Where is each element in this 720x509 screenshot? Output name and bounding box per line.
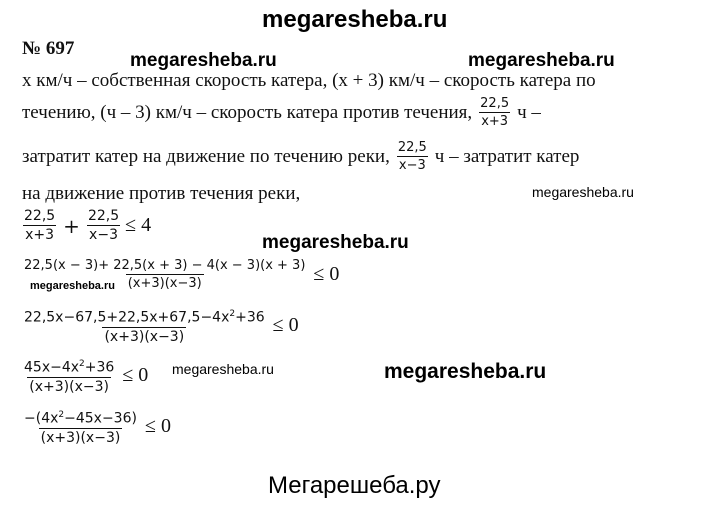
text-line-1: х км/ч – собственная скорость катера, (х + 3) км/ч – скорость катера по <box>22 70 596 91</box>
numerator-part-b: +36 <box>235 309 265 326</box>
text-line-3 <box>22 140 579 173</box>
fraction-combined <box>22 258 307 291</box>
text-line-3-part-a: затратит катер на движение по течению реки, <box>22 145 390 167</box>
text-line-2-part: течению, (ч – 3) км/ч – скорость катера против течения, <box>22 101 473 123</box>
fraction-numerator <box>22 407 139 428</box>
fraction-simplified <box>22 356 116 395</box>
fraction-denominator: (x+3)(x−3) <box>104 328 185 345</box>
numerator-part-b: +36 <box>84 359 115 376</box>
watermark-top: megaresheba.ru <box>262 6 448 33</box>
fraction-denominator: x+3 <box>481 114 509 129</box>
plus-sign: + <box>63 213 80 238</box>
relation: ≤ 0 <box>272 313 299 336</box>
fraction-denominator: x+3 <box>25 227 55 243</box>
fraction-numerator: 22,5 <box>397 140 427 155</box>
fraction-numerator <box>22 356 116 377</box>
numerator-part-a: 22,5x−67,5+22,5x+67,5−4x <box>24 309 230 326</box>
numerator-part-b: −45x−36) <box>64 410 137 427</box>
watermark-mid-right: megaresheba.ru <box>532 184 634 200</box>
fraction-numerator: 22,5 <box>87 208 120 224</box>
watermark-row1-left: megaresheba.ru <box>130 50 277 71</box>
numerator-part-a: −(4x <box>24 410 59 427</box>
relation: ≤ 4 <box>125 214 152 236</box>
text-line-2 <box>22 96 541 129</box>
fraction-a <box>22 208 57 243</box>
unit-hours: ч – <box>517 101 541 123</box>
inequality-3 <box>22 306 299 345</box>
fraction-numerator: 22,5 <box>480 96 510 111</box>
fraction-denominator: (x+3)(x−3) <box>127 276 202 291</box>
watermark-footer: Мегарешеба.ру <box>268 472 441 499</box>
inequality-1 <box>22 208 151 243</box>
fraction-numerator <box>22 306 267 327</box>
inequality-4 <box>22 356 148 395</box>
fraction-factored <box>22 407 139 446</box>
inequality-5 <box>22 407 171 446</box>
text-line-4: на движение против течения реки, <box>22 183 301 204</box>
fraction-denominator: (x+3)(x−3) <box>40 429 121 446</box>
fraction-denominator: x−3 <box>398 158 426 173</box>
fraction-downstream-time <box>478 96 511 129</box>
fraction-numerator: 22,5(x − 3)+ 22,5(x + 3) − 4(x − 3)(x + 3) <box>24 258 306 273</box>
watermark-row1-right: megaresheba.ru <box>468 50 615 71</box>
fraction-denominator: (x+3)(x−3) <box>29 378 109 395</box>
watermark-small-mid: megaresheba.ru <box>172 361 274 377</box>
fraction-numerator: 22,5 <box>24 208 56 224</box>
relation: ≤ 0 <box>144 414 171 437</box>
numerator-part-a: 45x−4x <box>24 359 80 376</box>
fraction-upstream-time <box>396 140 429 173</box>
relation: ≤ 0 <box>313 263 340 285</box>
fraction-b <box>86 208 121 243</box>
exponent: 2 <box>79 359 85 369</box>
exponent: 2 <box>229 309 236 319</box>
relation: ≤ 0 <box>122 363 149 386</box>
watermark-center: megaresheba.ru <box>262 232 409 253</box>
inequality-2 <box>22 258 339 291</box>
fraction-expanded <box>22 306 267 345</box>
problem-number: № 697 <box>22 38 75 59</box>
text-line-3-part-b: ч – затратит катер <box>434 145 580 167</box>
fraction-denominator: x−3 <box>89 227 118 243</box>
watermark-big-right: megaresheba.ru <box>384 360 547 383</box>
watermark-small-left: megaresheba.ru <box>30 280 115 292</box>
exponent: 2 <box>58 410 65 420</box>
